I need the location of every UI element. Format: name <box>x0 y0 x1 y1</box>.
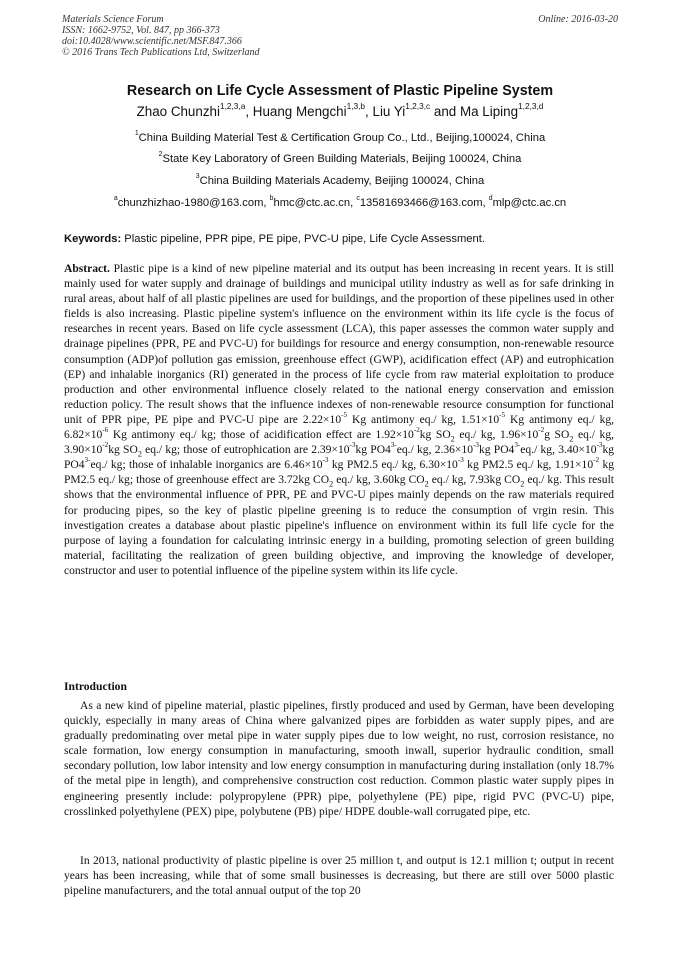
affiliation-text: China Building Material Test & Certification Group Co., Ltd., Beijing,100024, China <box>138 132 546 144</box>
exponent: -3 <box>473 441 479 450</box>
abstract-text: kg PO4 <box>64 444 615 472</box>
abstract-text: eq./ kg; those of inhalable inorganics are 6.46×10 <box>90 459 323 472</box>
affiliation-text: China Building Materials Academy, Beijing 100024, China <box>199 175 485 187</box>
abstract-text: g SO <box>544 429 570 442</box>
author-affil-marker: 1,2,3,d <box>518 101 544 112</box>
exponent: -2 <box>102 441 109 450</box>
abstract-text: Plastic pipe is a kind of new pipeline material and its output has been increasing in recent years. It is still mainly used for water supply and drainage of buildings and municipal utility industry as well as for safe drinking in rural areas, about half of all plastic pipelines are used for buildings, and the proportion of these pipelines used in other fields is also increasing. Plastic pipeline system's influence on the environment within its life cycle is the focus of researches in recent years. Based on life cycle assessment (LCA), this paper assesses the common water supply and drainage pipelines (PPR, PE and PVC-U) for buildings for resource and energy consumption, non-renewable resource consumption (ADP)of pollution gas emission, greenhouse effect (GWP), acidification effect (AP) and eutrophication (EP) and inhalable inorganics (RI) generated in the process of life cycle from raw material exploitation to produce production and other environmental influence closely related to the national energy conservation and emission reduction policy. The result shows that the influence indexes of non-renewable resource consumption for functional unit of PPR pipe, PE pipe and PVC-U pipe are 2.22×10 <box>64 263 614 426</box>
exponent: -3 <box>322 456 329 465</box>
affiliation-3 <box>62 174 618 188</box>
subscript: 2 <box>569 434 574 444</box>
author-affil-marker: 1,2,3,c <box>405 101 431 112</box>
exponent: -2 <box>593 456 600 465</box>
abstract-text: kg PO4 <box>355 444 391 457</box>
abstract-text: kg PM2.5 eq./ kg, 1.91×10 <box>463 459 594 472</box>
keywords-label: Keywords: <box>64 233 122 245</box>
email-text: 13581693466@163.com, <box>359 197 489 209</box>
exponent: -5 <box>341 411 348 420</box>
author-separator: , <box>365 104 373 119</box>
abstract-text: eq./ kg, 1.96×10 <box>454 429 539 442</box>
author-separator: , <box>245 104 253 119</box>
email-text: mlp@ctc.ac.cn <box>492 197 567 209</box>
author-affil-marker: 1,2,3,a <box>219 101 246 112</box>
keywords-text: Plastic pipeline, PPR pipe, PE pipe, PVC-U pipe, Life Cycle Assessment. <box>121 233 485 245</box>
author-name: Huang Mengchi <box>252 104 347 119</box>
affiliation-marker: 2 <box>158 151 163 159</box>
abstract-text: eq./ kg, 3.90×10 <box>64 429 614 457</box>
abstract-text: Kg antimony eq./ kg, 1.51×10 <box>347 413 500 426</box>
introduction-paragraph-2: In 2013, national productivity of plastic pipeline is over 25 million t, and output is 12.1 million t; output in recent years has been increasing, while that of some small businesses is decreasing, but there are still over 5000 plastic pipeline manufacturers, and the total annual output of the top 20 <box>64 855 614 898</box>
email-marker: b <box>269 195 274 203</box>
abstract-text: Kg antimony eq./ kg, 6.82×10 <box>64 413 614 442</box>
exponent: -2 <box>413 426 420 435</box>
abstract-text: kg PO4 <box>478 444 515 457</box>
author-list <box>62 103 618 121</box>
exponent: -2 <box>538 426 545 435</box>
author-name: Liu Yi <box>372 104 406 119</box>
email-marker: d <box>488 195 493 203</box>
abstract-text: eq./ kg, 3.60kg CO <box>333 474 425 487</box>
issn-line: ISSN: 1662-9752, Vol. 847, pp 366-373 <box>62 25 220 36</box>
email-marker: a <box>113 195 118 203</box>
affiliation-2 <box>62 152 618 166</box>
doi-line: doi:10.4028/www.scientific.net/MSF.847.366 <box>62 36 242 47</box>
author-name: Zhao Chunzhi <box>136 104 220 119</box>
introduction-paragraph-1: As a new kind of pipeline material, plastic pipelines, firstly produced and used by German, have been developing quickly, especially in many areas of China where galvanized pipes are forbidden as water supply pipes, and are gradually predominating over metal pipe in water supply pipes due to low weight, no rust, corrosion resistance, no scale formation, low energy consumption in manufacturing, smooth inwall, superior hydraulic condition, small secondary pollution, low labor intensity and low energy consumption in manufacturing during installation (only 18.7% of the metal pipe in length), and comprehensive construction cost reduction. Common plastic water supply pipes in engineering presently include: polypropylene (PPR) pipe, polyethylene (PE) pipe, rigid PVC (PVC-U) pipe, crosslinked polyethylene (PEX) pipe, polybutene (PB) pipe/ HDPE double-wall corrugated pipe, etc. <box>64 700 614 818</box>
abstract-label: Abstract. <box>64 263 110 275</box>
journal-name: Materials Science Forum <box>62 14 164 25</box>
abstract <box>64 262 614 579</box>
online-date: Online: 2016-03-20 <box>538 14 618 25</box>
journal-header <box>62 14 618 58</box>
subscript: 2 <box>424 479 429 489</box>
abstract-text: eq./ kg, 2.36×10 <box>396 444 473 457</box>
affiliation-text: State Key Laboratory of Green Building Materials, Beijing 100024, China <box>162 153 522 165</box>
section-heading-introduction: Introduction <box>64 680 127 693</box>
keywords <box>64 232 620 246</box>
subscript: 2 <box>450 434 455 444</box>
subscript: 2 <box>520 479 525 489</box>
paper-title: Research on Life Cycle Assessment of Plastic Pipeline System <box>126 83 554 99</box>
abstract-text: kg PM2.5 eq./ kg, 6.30×10 <box>328 459 458 472</box>
exponent: -3 <box>596 441 603 450</box>
exponent: -6 <box>102 426 109 435</box>
subscript: 2 <box>137 449 142 459</box>
exponent: 3- <box>84 456 91 465</box>
affiliation-1 <box>62 131 618 145</box>
exponent: -5 <box>499 411 506 420</box>
exponent: -3 <box>349 441 356 450</box>
abstract-text: kg SO <box>419 429 451 442</box>
abstract-text: eq./ kg. This result shows that the environmental influence of PPR, PE and PVC-U pipes mainly depends on the raw materials required for producing pipes, so the key of plastic pipeline greening is to reduce the consumption of vrgin resin. This investigation creates a database about plastic pipeline's influence on environment within its full life cycle for the purpose of laying a foundation for calculating intrinsic energy in a building, promoting selection of green building material, facilitating the realization of green building objective, and improving the knowledge of developer, constructor and user to potential influence of the pipeline system within its life cycle. <box>64 474 614 577</box>
subscript: 2 <box>329 479 334 489</box>
email-text: hmc@ctc.ac.cn, <box>273 197 357 209</box>
abstract-text: eq./ kg, 7.93kg CO <box>428 474 521 487</box>
abstract-text: eq./ kg, 3.40×10 <box>520 444 597 457</box>
email-marker: c <box>356 195 360 203</box>
affiliation-marker: 1 <box>134 130 139 138</box>
email-text: chunzhizhao-1980@163.com, <box>117 197 270 209</box>
abstract-text: eq./ kg; those of eutrophication are 2.39×10 <box>141 444 350 457</box>
exponent: 3- <box>390 441 397 450</box>
affiliation-marker: 3 <box>195 173 200 181</box>
author-name: Ma Liping <box>459 104 519 119</box>
exponent: 3- <box>514 441 521 450</box>
copyright-line: © 2016 Trans Tech Publications Ltd, Switzerland <box>62 47 260 58</box>
abstract-text: kg SO <box>108 444 138 457</box>
abstract-text: kg PM2.5 eq./ kg; those of greenhouse effect are 3.72kg CO <box>64 459 615 487</box>
author-affil-marker: 1,3,b <box>346 101 366 112</box>
exponent: -3 <box>457 456 464 465</box>
abstract-text: Kg antimony eq./ kg; those of acidification effect are 1.92×10 <box>108 429 414 442</box>
author-separator: and <box>430 104 460 119</box>
email-line <box>62 196 618 210</box>
